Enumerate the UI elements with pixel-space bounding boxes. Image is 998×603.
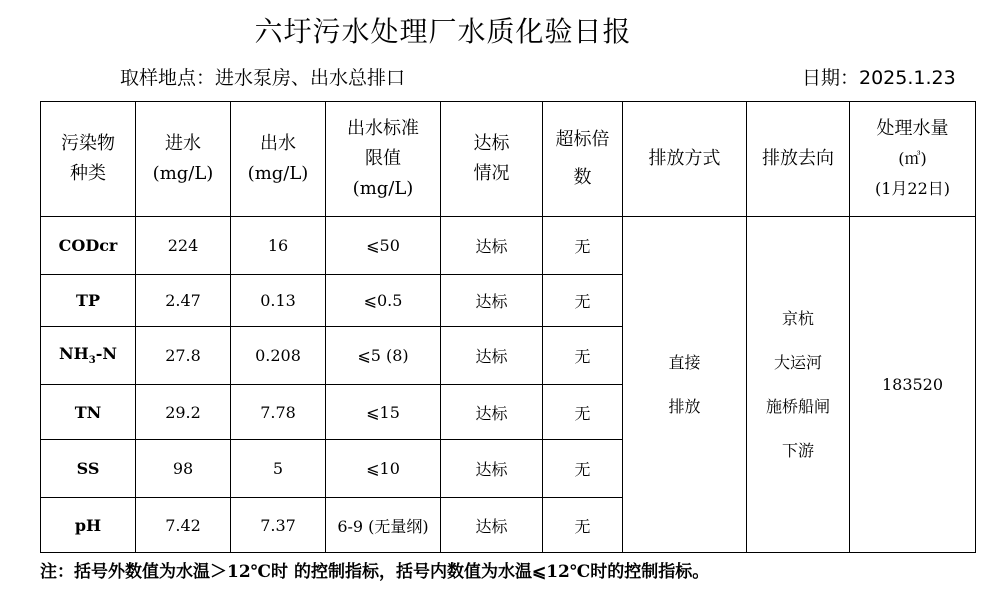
header-influent	[136, 102, 231, 217]
header-limit-unit: (mg/L)	[352, 178, 414, 199]
pollutant-cell: TP	[41, 275, 136, 327]
effluent-cell: 5	[231, 440, 326, 498]
pollutant-cell: pH	[41, 498, 136, 553]
influent-cell: 29.2	[136, 385, 231, 440]
header-effluent	[231, 102, 326, 217]
discharge-dest-line1: 京杭	[781, 308, 814, 328]
water-quality-table	[40, 101, 976, 553]
discharge-method-cell	[623, 217, 747, 553]
header-volume-unit: (㎥)	[898, 149, 927, 168]
header-volume-line1: 处理水量	[876, 118, 949, 139]
limit-cell: ⩽5 (8)	[326, 327, 441, 385]
effluent-cell: 16	[231, 217, 326, 275]
limit-cell: ⩽50	[326, 217, 441, 275]
header-discharge-destination: 排放去向	[747, 102, 850, 217]
report-date: 日期：2025.1.23	[802, 67, 956, 89]
status-cell: 达标	[441, 327, 543, 385]
limit-cell: 6-9 (无量纲)	[326, 498, 441, 553]
discharge-dest-line3: 施桥船闸	[765, 396, 830, 416]
limit-cell: ⩽10	[326, 440, 441, 498]
discharge-dest-line4: 下游	[781, 440, 814, 460]
influent-cell: 98	[136, 440, 231, 498]
discharge-dest-line2: 大运河	[773, 352, 822, 372]
pollutant-cell: TN	[41, 385, 136, 440]
header-status-line2: 情况	[473, 163, 510, 184]
header-treated-volume	[850, 102, 976, 217]
header-influent-unit: (mg/L)	[152, 163, 214, 184]
exceed-cell: 无	[543, 217, 623, 275]
header-volume-date: (1月22日)	[874, 179, 951, 198]
limit-cell: ⩽0.5	[326, 275, 441, 327]
discharge-destination-cell	[747, 217, 850, 553]
effluent-cell: 0.208	[231, 327, 326, 385]
header-status-line1: 达标	[473, 133, 510, 154]
header-row	[41, 102, 976, 217]
header-limit-line2: 限值	[365, 148, 401, 169]
influent-cell: 27.8	[136, 327, 231, 385]
header-pollutant-line1: 污染物	[61, 133, 115, 154]
status-cell: 达标	[441, 498, 543, 553]
exceed-cell: 无	[543, 440, 623, 498]
header-pollutant	[41, 102, 136, 217]
header-status	[441, 102, 543, 217]
pollutant-cell: CODcr	[41, 217, 136, 275]
effluent-cell: 7.78	[231, 385, 326, 440]
influent-cell: 7.42	[136, 498, 231, 553]
discharge-method-line1: 直接	[668, 352, 701, 372]
exceed-cell: 无	[543, 275, 623, 327]
limit-cell: ⩽15	[326, 385, 441, 440]
footnote: 注：括号外数值为水温＞12℃时 的控制指标，括号内数值为水温⩽12℃时的控制指标。	[40, 562, 710, 582]
header-discharge-method: 排放方式	[623, 102, 747, 217]
pollutant-tail-text: -N	[95, 344, 117, 364]
influent-cell: 224	[136, 217, 231, 275]
sampling-location: 取样地点：进水泵房、出水总排口	[120, 67, 406, 89]
header-influent-line1: 进水	[165, 133, 201, 154]
header-pollutant-line2: 种类	[70, 163, 106, 184]
header-limit	[326, 102, 441, 217]
treated-volume-cell: 183520	[850, 217, 976, 553]
pollutant-main-text: NH	[59, 344, 89, 364]
effluent-cell: 0.13	[231, 275, 326, 327]
header-exceed-line2: 数	[573, 167, 592, 188]
header-effluent-unit: (mg/L)	[247, 163, 309, 184]
status-cell: 达标	[441, 440, 543, 498]
status-cell: 达标	[441, 385, 543, 440]
effluent-cell: 7.37	[231, 498, 326, 553]
pollutant-cell	[41, 327, 136, 385]
pollutant-subscript: 3	[88, 355, 96, 367]
status-cell: 达标	[441, 217, 543, 275]
exceed-cell: 无	[543, 327, 623, 385]
influent-cell: 2.47	[136, 275, 231, 327]
pollutant-cell: SS	[41, 440, 136, 498]
status-cell: 达标	[441, 275, 543, 327]
header-exceed-line1: 超标倍	[555, 129, 610, 150]
report-title: 六圩污水处理厂水质化验日报	[254, 15, 632, 48]
exceed-cell: 无	[543, 385, 623, 440]
header-exceed	[543, 102, 623, 217]
exceed-cell: 无	[543, 498, 623, 553]
header-limit-line1: 出水标准	[347, 118, 419, 139]
discharge-method-line2: 排放	[668, 396, 701, 416]
table-row	[41, 217, 976, 275]
header-effluent-line1: 出水	[260, 133, 296, 154]
